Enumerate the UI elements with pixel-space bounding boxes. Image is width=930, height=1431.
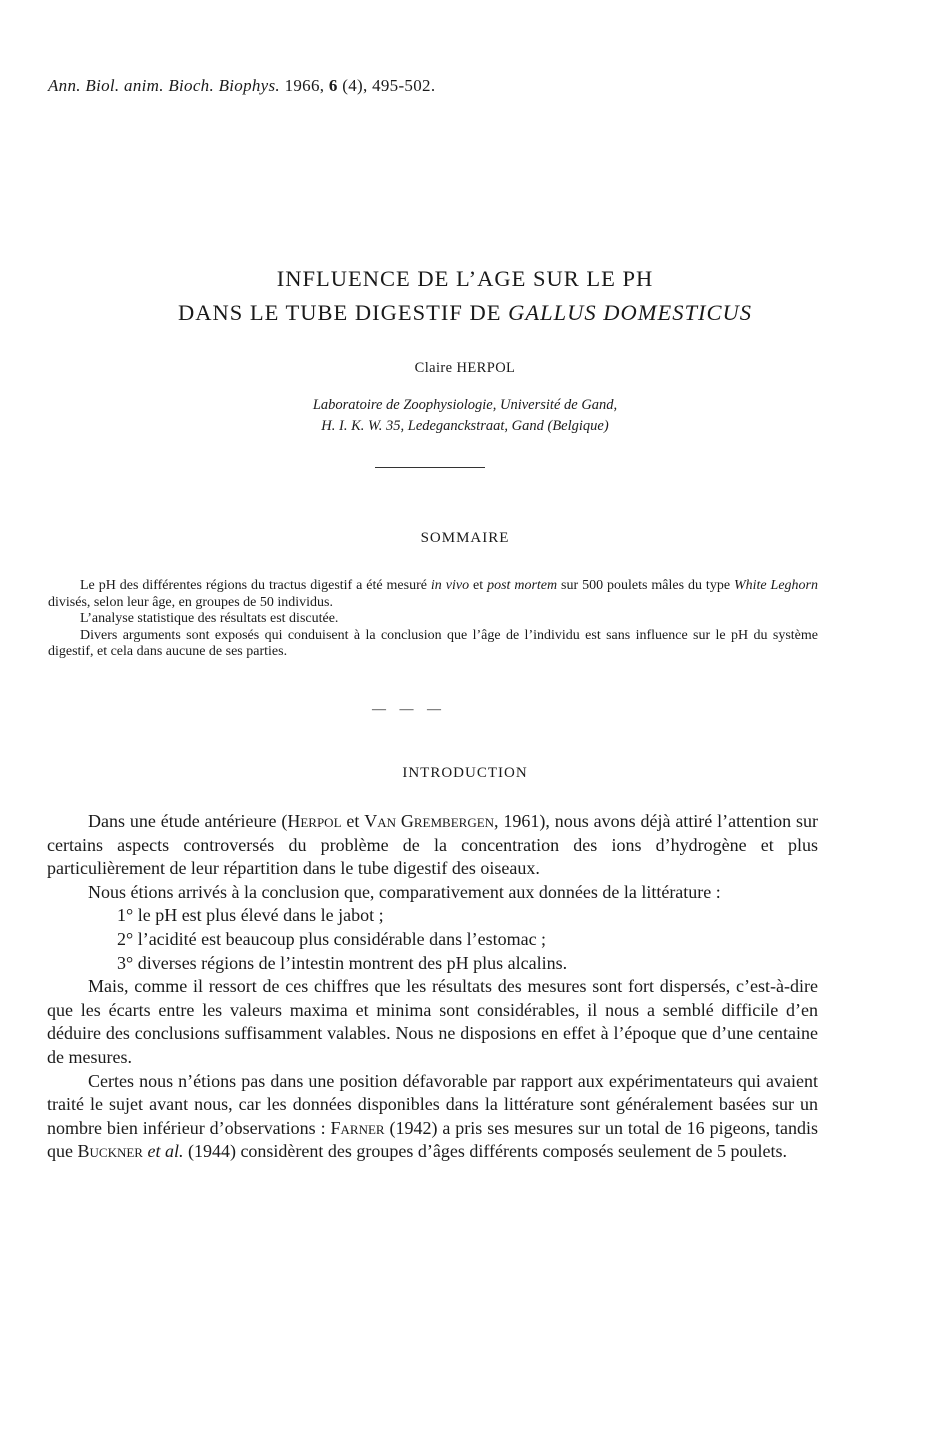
- body-text: Certes nous n’étions pas dans une position défavorable par rapport aux expérimentateurs qui avaient traité le sujet avant nous, car les données disponibles dans la littérature sont généralement basées sur un nombre bien inférieur d’observations :: [47, 1070, 818, 1138]
- body-paragraph: [47, 810, 818, 881]
- journal-year: 1966,: [284, 76, 325, 95]
- body-text: Dans une étude antérieure (: [88, 811, 288, 831]
- abstract-paragraph: [48, 578, 818, 611]
- abstract-paragraph: L’analyse statistique des résultats est discutée.: [80, 611, 339, 626]
- body-text: , 1961), nous avons déjà attiré l’attention sur certains aspects controversés du problème de la concentration des ions d’hydrogène et plus particulièrement de leur répartition dans le tube digestif des oiseaux.: [47, 811, 818, 879]
- paper-title: [0, 262, 930, 330]
- introduction-body: [47, 810, 818, 1164]
- introduction-heading: INTRODUCTION: [402, 765, 528, 781]
- title-line-1: INFLUENCE DE L’AGE SUR LE PH: [276, 266, 654, 291]
- journal-citation: [48, 76, 435, 96]
- abstract-term-post-mortem: post mortem: [487, 578, 558, 593]
- citation-author: Farner: [330, 1117, 385, 1138]
- journal-issue-pages: (4), 495-502.: [342, 76, 436, 95]
- affiliation-line-1: Laboratoire de Zoophysiologie, Université de Gand,: [312, 397, 618, 413]
- abstract-term-in-vivo: in vivo: [430, 578, 470, 593]
- body-text: (1942) a pris ses mesures sur un total de 16 pigeons, tandis que: [47, 1117, 818, 1162]
- title-divider: [375, 467, 485, 468]
- title-line-2: [0, 296, 930, 330]
- list-item: 1° le pH est plus élevé dans le jabot ;: [117, 905, 384, 926]
- section-separator: — — —: [372, 702, 446, 717]
- journal-volume: 6: [328, 76, 338, 95]
- abstract-text: divisés, selon leur âge, en groupes de 50 individus.: [48, 594, 334, 610]
- citation-author: Herpol: [287, 811, 342, 831]
- citation-author: Van Grembergen: [364, 811, 495, 831]
- abstract-text: et: [469, 578, 488, 593]
- abstract-breed: White Leghorn: [733, 578, 819, 593]
- title-line-2-prefix: DANS LE TUBE DIGESTIF DE: [177, 300, 509, 325]
- citation-author: Buckner: [77, 1141, 143, 1162]
- abstract-text: Le pH des différentes régions du tractus digestif a été mesuré: [80, 578, 431, 593]
- list-item: 3° diverses régions de l’intestin montrent des pH plus alcalins.: [117, 952, 568, 973]
- abstract-paragraph: Divers arguments sont exposés qui conduisent à la conclusion que l’âge de l’individu est sans influence sur le pH du système digestif, et cela dans aucune de ses parties.: [48, 627, 818, 659]
- body-paragraph: Nous étions arrivés à la conclusion que, comparativement aux données de la littérature :: [88, 881, 721, 902]
- affiliation-line-2: H. I. K. W. 35, Ledeganckstraat, Gand (Belgique): [321, 418, 609, 434]
- sommaire-abstract: [48, 578, 818, 661]
- body-text: et: [341, 811, 365, 831]
- citation-et-al: et al.: [147, 1141, 184, 1162]
- title-species: GALLUS DOMESTICUS: [508, 300, 753, 325]
- affiliation: [0, 395, 930, 437]
- list-item: 2° l’acidité est beaucoup plus considérable dans l’estomac ;: [117, 928, 547, 949]
- author-name: Claire HERPOL: [414, 360, 516, 376]
- sommaire-heading: SOMMAIRE: [420, 530, 510, 546]
- abstract-text: sur 500 poulets mâles du type: [557, 578, 734, 593]
- journal-name: Ann. Biol. anim. Bioch. Biophys.: [48, 76, 280, 95]
- body-text: (1944) considèrent des groupes d’âges différents composés seulement de 5 poulets.: [183, 1141, 787, 1162]
- body-paragraph: [47, 1070, 818, 1164]
- body-paragraph: Mais, comme il ressort de ces chiffres que les résultats des mesures sont fort dispersés, c’est-à-dire que les écarts entre les valeurs maxima et minima sont considérables, il nous a semblé difficile d’en déduire des conclusions suffisamment valables. Nous ne disposions en effet à l’époque que d’une centaine de mesures.: [47, 976, 818, 1067]
